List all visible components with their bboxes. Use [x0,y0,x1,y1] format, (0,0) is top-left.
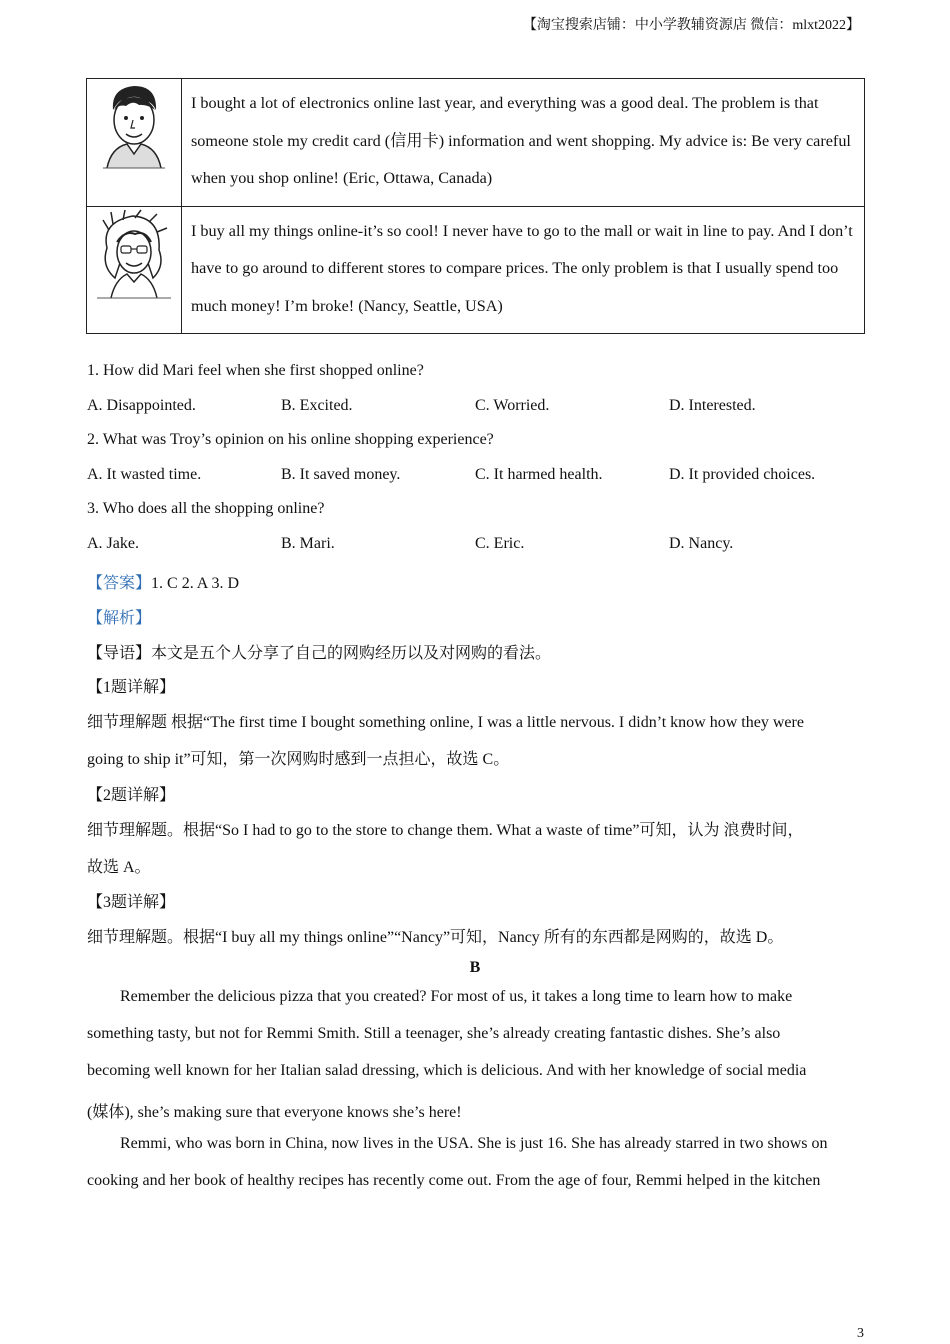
page-header-watermark: 【淘宝搜索店铺：中小学教辅资源店 微信：mlxt2022】 [522,18,860,33]
passage-line: Remember the delicious pizza that you created? For most of us, it takes a long time to learn how to make [120,988,793,1005]
option-d: D. Interested. [669,397,756,414]
q1-detail-title: 【1题详解】 [87,679,176,696]
option-d: D. Nancy. [669,535,734,552]
q1-detail-line: going to ship it”可知，第一次网购时感到一点担心，故选 C。 [87,751,510,768]
answer-line [87,570,239,593]
avatar-cell [87,206,182,334]
option-b: B. Mari. [281,535,335,552]
quote-text: I buy all my things online-it’s so cool! I never have to go to the mall or wait in line to pay. And I don’t have to go around to different stores to compare prices. The only problem is that I usually spend too much money! I’m broke! (Nancy, Seattle, USA) [182,206,865,334]
q1-detail-line: 细节理解题 根据“The first time I bought something online, I was a little nervous. I didn’t know how they were [87,714,804,731]
option-b: B. It saved money. [281,466,401,483]
quotes-table [86,78,865,334]
option-a: A. Jake. [87,535,139,552]
avatar-cell [87,79,182,207]
answer-text: 1. C 2. A 3. D [151,575,240,592]
option-c: C. Worried. [475,397,550,414]
option-b: B. Excited. [281,397,353,414]
man-face-icon [99,80,169,170]
quote-row [87,206,865,334]
passage-line: something tasty, but not for Remmi Smith. Still a teenager, she’s already creating fantastic dishes. She’s also [87,1025,781,1042]
woman-face-icon [95,208,173,300]
q3-detail-line: 细节理解题。根据“I buy all my things online”“Nancy”可知，Nancy 所有的东西都是网购的，故选 D。 [87,929,784,946]
q2-detail-line: 细节理解题。根据“So I had to go to the store to change them. What a waste of time”可知，认为 浪费时间， [87,822,804,839]
analysis-label: 【解析】 [87,610,152,627]
passage-line: (媒体), she’s making sure that everyone knows she’s here! [87,1104,462,1121]
option-a: A. Disappointed. [87,397,196,414]
passage-line: cooking and her book of healthy recipes has recently come out. From the age of four, Remmi helped in the kitchen [87,1172,821,1189]
page-number: 3 [857,1326,864,1341]
option-d: D. It provided choices. [669,466,816,483]
q2-detail-title: 【2题详解】 [87,787,176,804]
passage-line: becoming well known for her Italian salad dressing, which is delicious. And with her knowledge of social media [87,1062,807,1079]
quote-row [87,79,865,207]
q3-detail-title: 【3题详解】 [87,894,176,911]
passage-line: Remmi, who was born in China, now lives in the USA. She is just 16. She has already starred in two shows on [120,1135,828,1152]
quote-text: I bought a lot of electronics online last year, and everything was a good deal. The problem is that someone stole my credit card (信用卡) information and went shopping. My advice is: Be very careful when you shop online! (Eric, Ottawa, Canada) [182,79,865,207]
option-c: C. It harmed health. [475,466,603,483]
question-stem: 3. Who does all the shopping online? [87,500,325,517]
option-c: C. Eric. [475,535,525,552]
question-stem: 1. How did Mari feel when she first shopped online? [87,362,424,379]
question-stem: 2. What was Troy’s opinion on his online shopping experience? [87,431,494,448]
q2-detail-line: 故选 A。 [87,859,151,876]
answer-label: 【答案】 [87,575,152,592]
option-a: A. It wasted time. [87,466,202,483]
analysis-intro: 【导语】本文是五个人分享了自己的网购经历以及对网购的看法。 [87,645,552,662]
section-b-title: B [469,959,481,976]
